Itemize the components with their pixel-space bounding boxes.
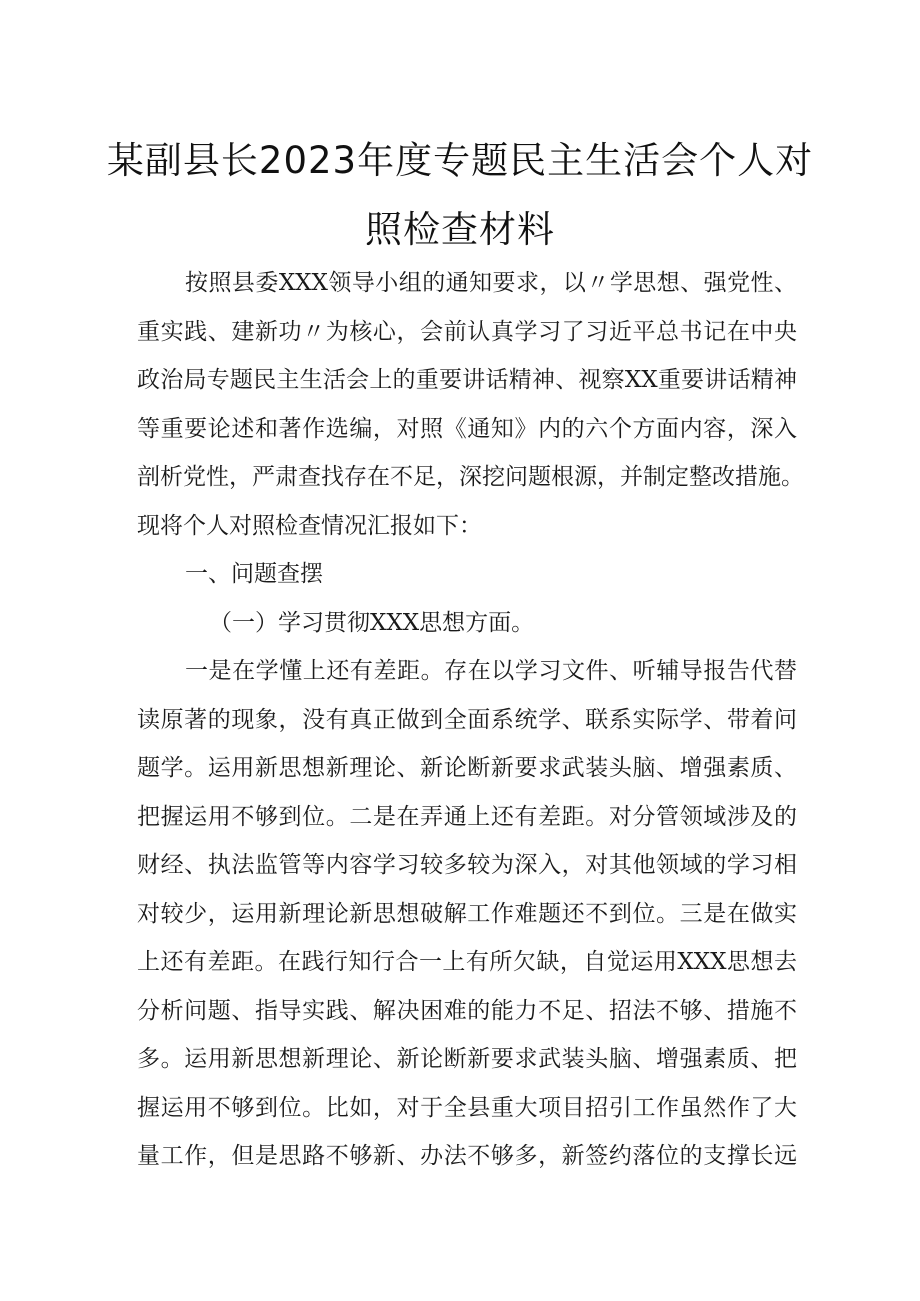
paragraph-line: 重实践、建新功〃为核心，会前认真学习了习近平总书记在中央 — [137, 318, 797, 345]
paragraph-line: 读原著的现象，没有真正做到全面系统学、联系实际学、带着问 — [137, 706, 797, 733]
paragraph-line: 按照县委XXX领导小组的通知要求，以〃学思想、强党性、 — [185, 270, 797, 296]
paragraph-line: 等重要论述和著作选编，对照《通知》内的六个方面内容，深入 — [137, 415, 797, 442]
paragraph — [137, 599, 797, 648]
paragraph-line: 政治局专题民主生活会上的重要讲话精神、视察XX重要讲话精神 — [137, 367, 797, 393]
paragraph-line: 题学。运用新思想新理论、新论断新要求武装头脑、增强素质、 — [137, 755, 797, 781]
paragraph-line: 现将个人对照检查情况汇报如下： — [137, 512, 482, 539]
paragraph-line: 多。运用新思想新理论、新论断新要求武装头脑、增强素质、把 — [137, 1046, 797, 1072]
paragraph-line: （一）学习贯彻XXX思想方面。 — [209, 609, 535, 636]
document-title-line-1: 某副县长2023年度专题民主生活会个人对 — [106, 139, 814, 182]
document-title-line-2: 照检查材料 — [365, 208, 555, 251]
paragraph — [137, 259, 804, 550]
paragraph — [137, 647, 797, 1181]
paragraph-line: 一是在学懂上还有差距。存在以学习文件、听辅导报告代替 — [185, 658, 797, 684]
paragraph-line: 上还有差距。在践行知行合一上有所欠缺，自觉运用XXX思想去 — [137, 949, 797, 975]
paragraph-line: 财经、执法监管等内容学习较多较为深入，对其他领域的学习相 — [137, 852, 797, 878]
paragraph-line: 分析问题、指导实践、解决困难的能力不足、招法不够、措施不 — [137, 997, 797, 1024]
paragraph-line: 对较少，运用新理论新思想破解工作难题还不到位。三是在做实 — [137, 900, 797, 927]
paragraph-line: 把握运用不够到位。二是在弄通上还有差距。对分管领域涉及的 — [137, 803, 797, 830]
paragraph-line: 剖析党性，严肃查找存在不足，深挖问题根源，并制定整改措施。 — [137, 464, 804, 490]
document-body — [137, 259, 804, 1181]
paragraph — [137, 550, 797, 599]
paragraph-line: 量工作，但是思路不够新、办法不够多，新签约落位的支撑长远 — [137, 1143, 797, 1169]
paragraph-line: 握运用不够到位。比如，对于全县重大项目招引工作虽然作了大 — [137, 1094, 797, 1121]
paragraph-line: 一、问题查摆 — [185, 561, 323, 587]
